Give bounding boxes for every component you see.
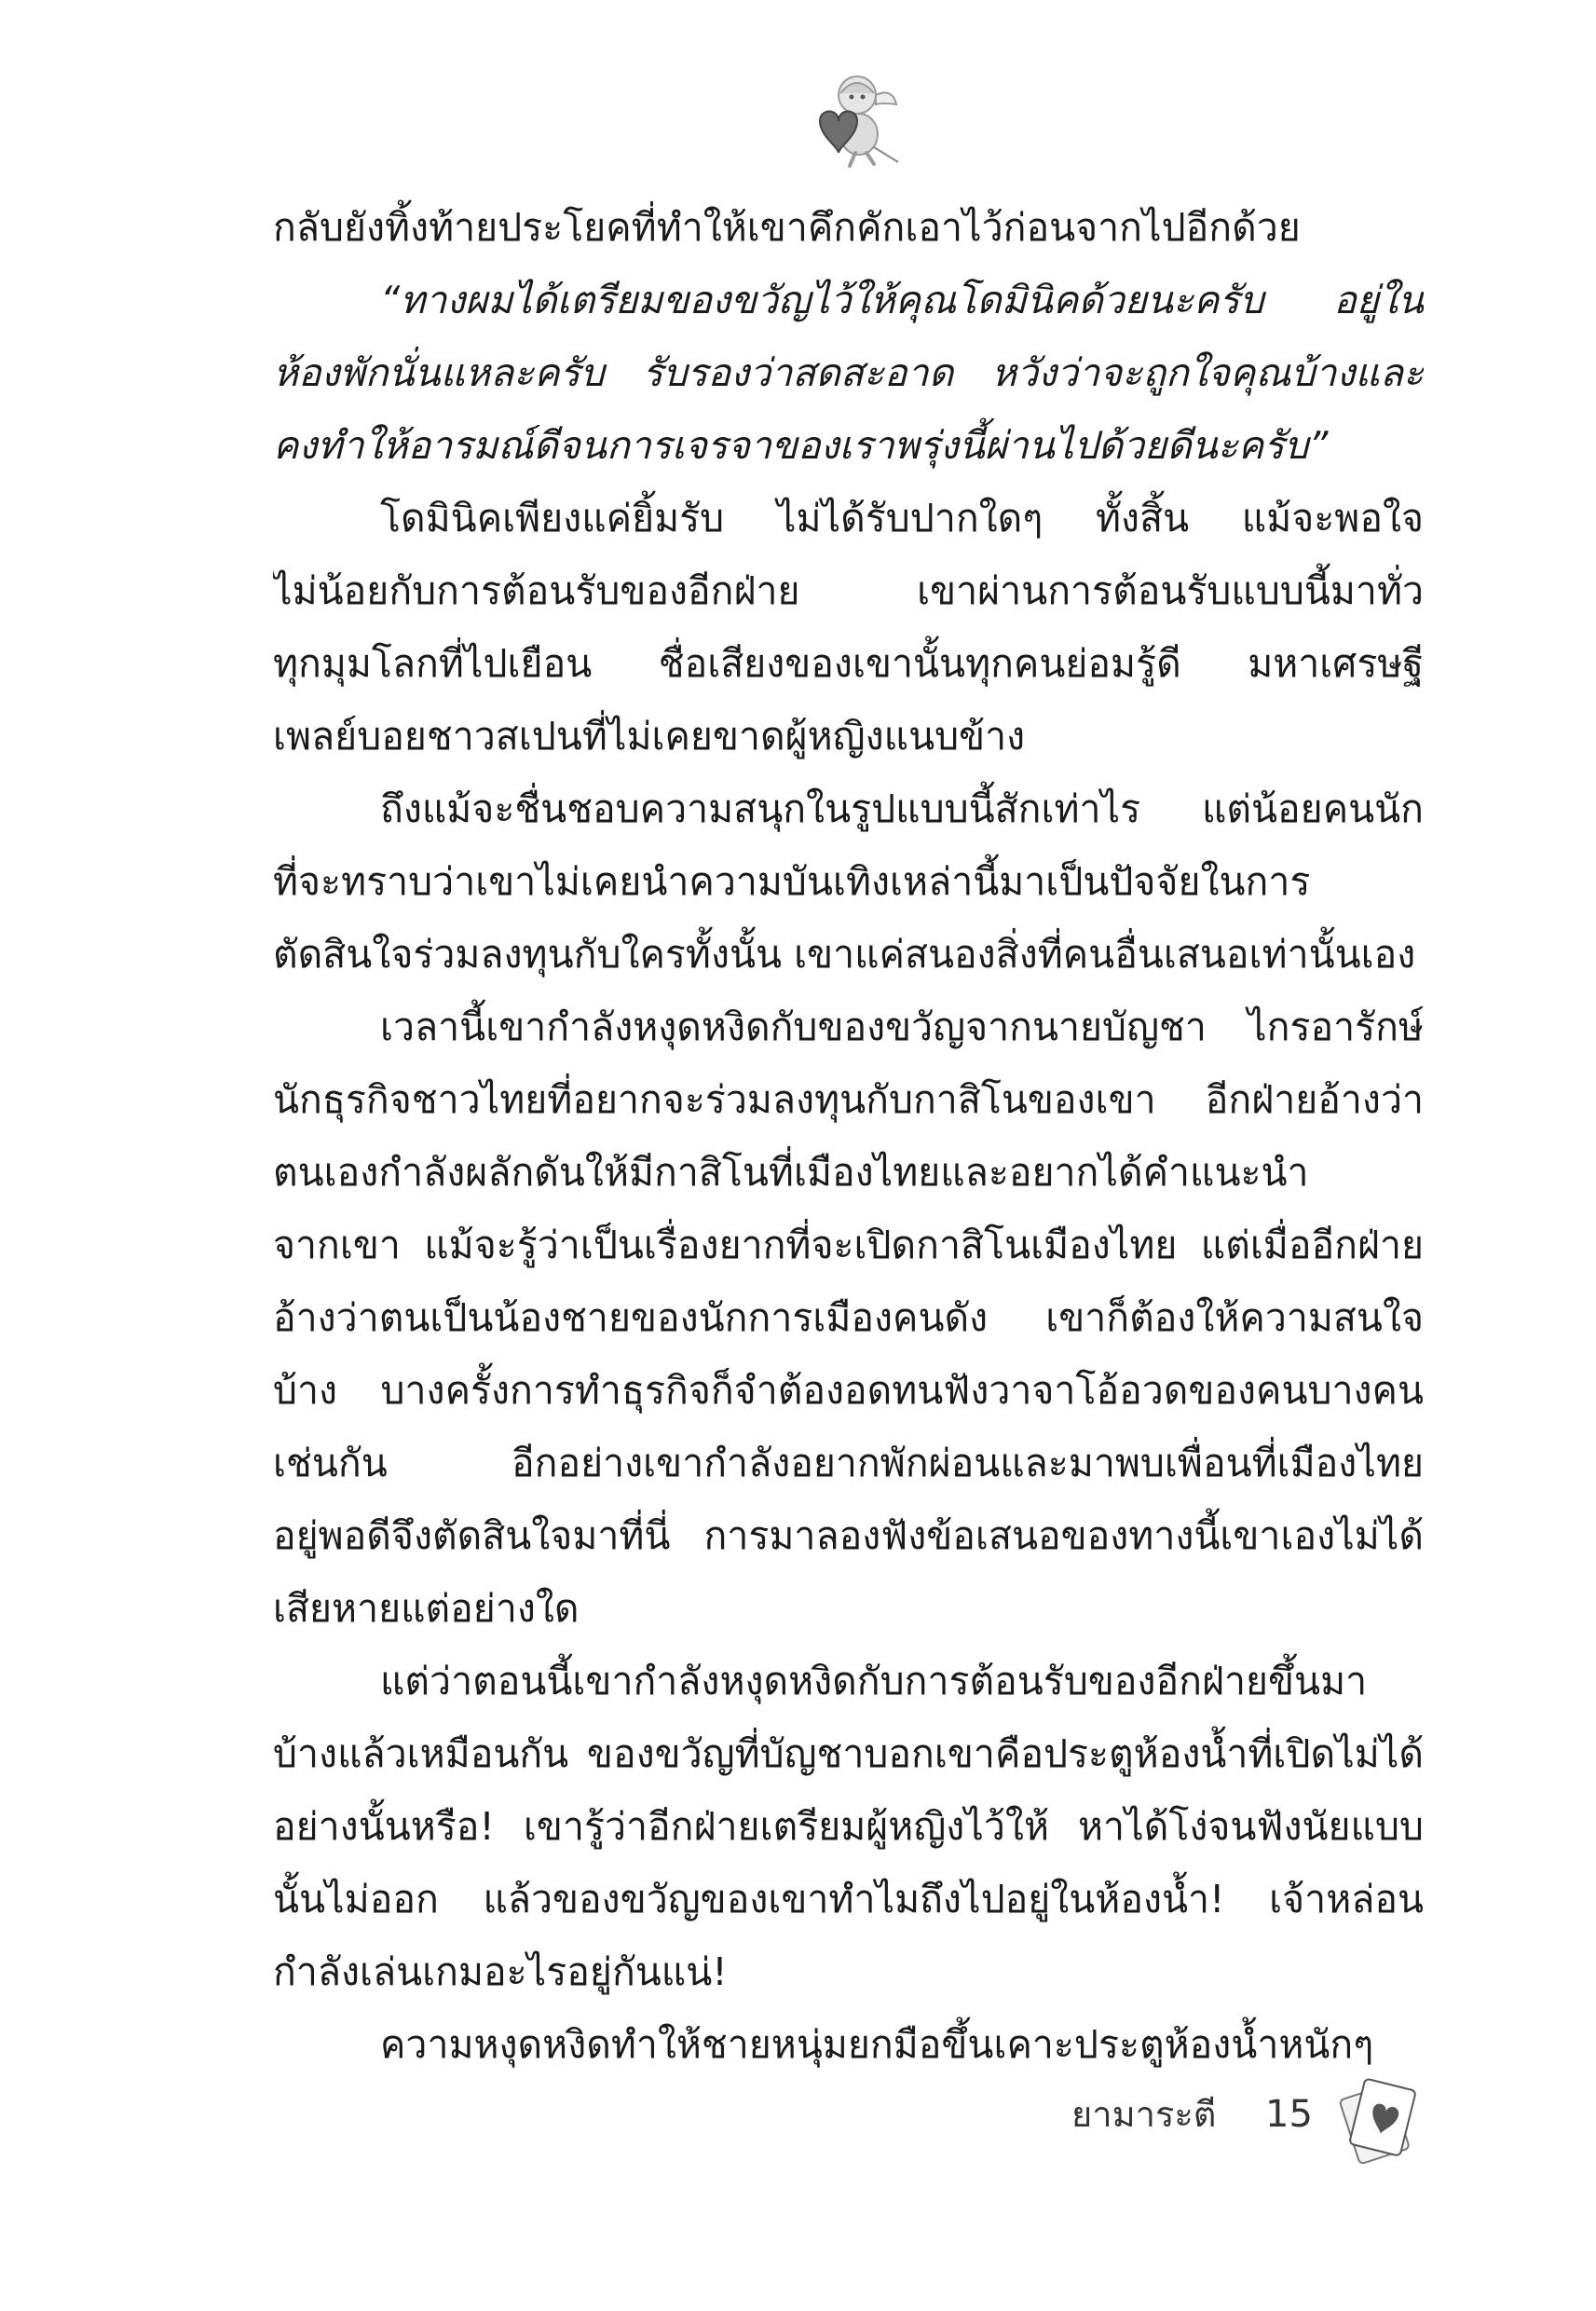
text-line: เวลานี้เขากำลังหงุดหงิดกับของขวัญจากนายบัญชา ไกรอารักษ์ <box>380 1005 1424 1049</box>
text-line: ทุกมุมโลกที่ไปเยือน ชื่อเสียงของเขานั้นทุกคนย่อมรู้ดี มหาเศรษฐี <box>273 641 1424 686</box>
text-line: เช่นกัน อีกอย่างเขากำลังอยากพักผ่อนและมาพบเพื่อนที่เมืองไทย <box>273 1441 1424 1485</box>
text-line: ตนเองกำลังผลักดันให้มีกาสิโนที่เมืองไทยและอยากได้คำแนะนำ <box>273 1150 1309 1195</box>
running-title: ยามาระตี <box>1071 2094 1217 2135</box>
text-line: คงทำให้อารมณ์ดีจนการเจรจาของเราพรุ่งนี้ผ่านไปด้วยดีนะครับ” <box>273 423 1329 468</box>
text-line: เสียหายแต่อย่างใด <box>273 1586 580 1631</box>
text-line: นักธุรกิจชาวไทยที่อยากจะร่วมลงทุนกับกาสิโนของเขา อีกฝ่ายอ้างว่า <box>273 1077 1424 1122</box>
text-line: ห้องพักนั่นแหละครับ รับรองว่าสดสะอาด หวังว่าจะถูกใจคุณบ้างและ <box>273 350 1424 395</box>
text-line: อย่างนั้นหรือ! เขารู้ว่าอีกฝ่ายเตรียมผู้หญิงไว้ให้ หาได้โง่จนฟังนัยแบบ <box>273 1804 1424 1849</box>
page-number: 15 <box>1265 2093 1313 2136</box>
text-line: อ้างว่าตนเป็นน้องชายของนักการเมืองคนดัง เขาก็ต้องให้ความสนใจ <box>273 1295 1424 1340</box>
text-line: ที่จะทราบว่าเขาไม่เคยนำความบันเทิงเหล่านี้มาเป็นปัจจัยในการ <box>273 859 1311 904</box>
text-line: ไม่น้อยกับการต้อนรับของอีกฝ่าย เขาผ่านการต้อนรับแบบนี้มาทั่ว <box>273 568 1424 613</box>
text-line: บ้าง บางครั้งการทำธุรกิจก็จำต้องอดทนฟังวาจาโอ้อวดของคนบางคน <box>273 1368 1424 1413</box>
text-line: จากเขา แม้จะรู้ว่าเป็นเรื่องยากที่จะเปิดกาสิโนเมืองไทย แต่เมื่ออีกฝ่าย <box>273 1223 1424 1267</box>
text-line: ตัดสินใจร่วมลงทุนกับใครทั้งนั้น เขาแค่สนองสิ่งที่คนอื่นเสนอเท่านั้นเอง <box>273 932 1416 977</box>
text-line: นั้นไม่ออก แล้วของขวัญของเขาทำไมถึงไปอยู่ในห้องน้ำ! เจ้าหล่อน <box>273 1877 1424 1921</box>
text-line: อยู่พอดีจึงตัดสินใจมาที่นี่ การมาลองฟังข้อเสนอของทางนี้เขาเองไม่ได้ <box>273 1513 1424 1558</box>
playing-cards-heart-icon <box>1328 2067 1430 2169</box>
text-line: “ทางผมได้เตรียมของขวัญไว้ให้คุณโดมินิคด้วยนะครับ อยู่ใน <box>380 278 1424 322</box>
text-line: แต่ว่าตอนนี้เขากำลังหงุดหงิดกับการต้อนรับของอีกฝ่ายขึ้นมา <box>380 1659 1368 1703</box>
text-line: บ้างแล้วเหมือนกัน ของขวัญที่บัญชาบอกเขาคือประตูห้องน้ำที่เปิดไม่ได้ <box>273 1731 1424 1776</box>
text-line: โดมินิคเพียงแค่ยิ้มรับ ไม่ได้รับปากใดๆ ทั้งสิ้น แม้จะพอใจ <box>380 496 1424 540</box>
text-line: กำลังเล่นเกมอะไรอยู่กันแน่! <box>273 1949 728 1994</box>
cupid-heart-icon <box>799 67 902 170</box>
body-text <box>273 191 1424 2081</box>
text-line: ถึงแม้จะชื่นชอบความสนุกในรูปแบบนี้สักเท่าไร แต่น้อยคนนัก <box>380 786 1424 831</box>
text-line: ความหงุดหงิดทำให้ชายหนุ่มยกมือขึ้นเคาะประตูห้องน้ำหนักๆ <box>380 2022 1374 2067</box>
text-line: เพลย์บอยชาวสเปนที่ไม่เคยขาดผู้หญิงแนบข้าง <box>273 714 1026 759</box>
text-line: กลับยังทิ้งท้ายประโยคที่ทำให้เขาคึกคักเอาไว้ก่อนจากไปอีกด้วย <box>273 205 1301 250</box>
